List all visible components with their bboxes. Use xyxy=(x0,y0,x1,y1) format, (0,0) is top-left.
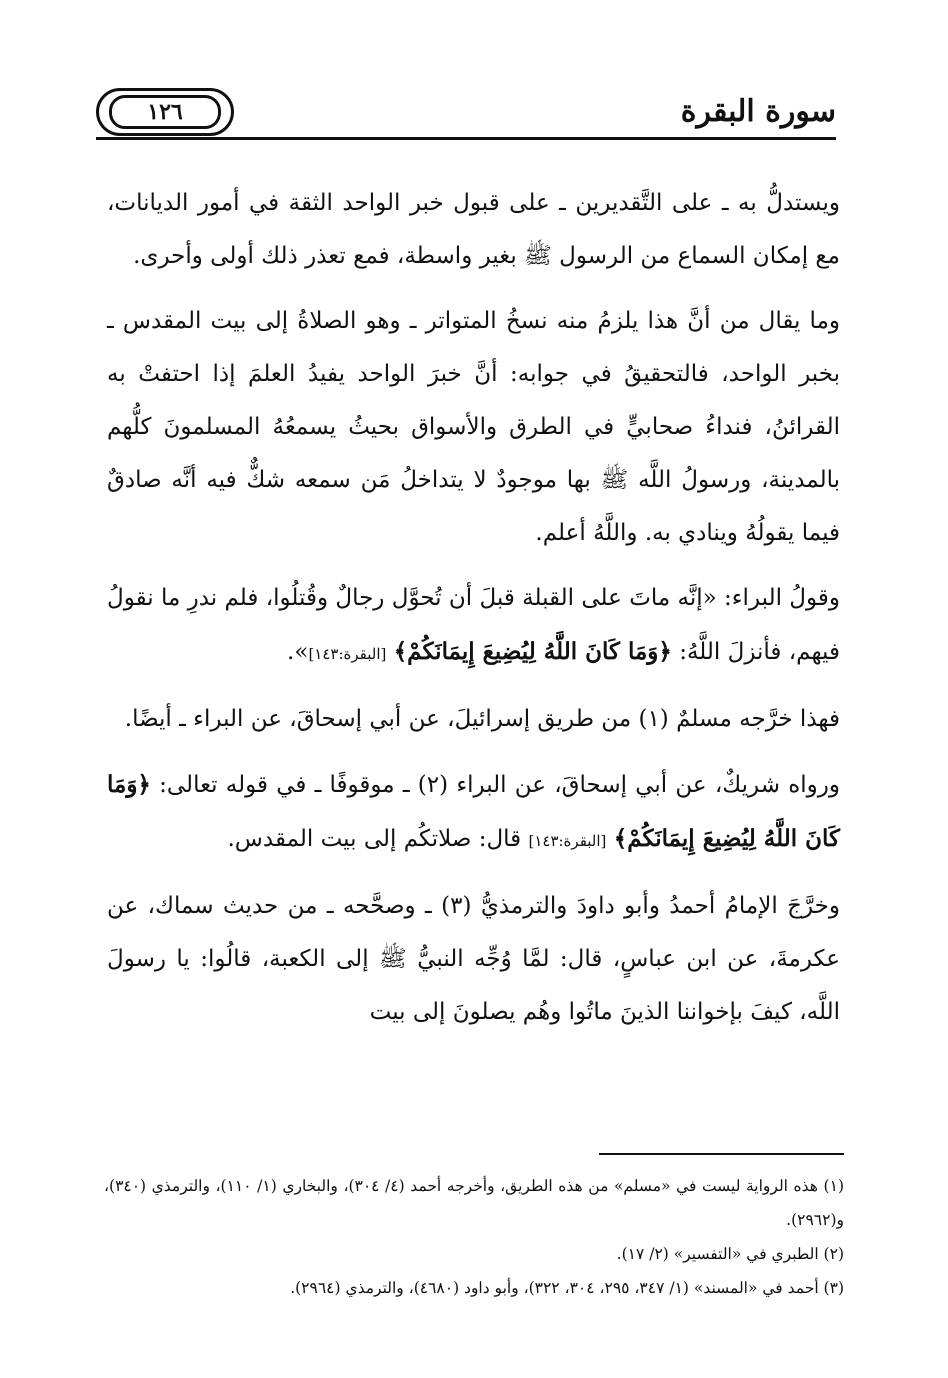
paragraph-5-mid: ـ موقوفًا ـ في قوله تعالى: xyxy=(150,772,418,798)
paragraph-3-end: ». xyxy=(287,639,309,665)
paragraph-6-text: وخرَّجَ الإمامُ أحمدُ وأبو داودَ والترمذيُّ xyxy=(471,893,840,919)
footnote-marker-1: (١) xyxy=(638,706,669,732)
paragraph-5-end: قال: صلاتكُم إلى بيت المقدس. xyxy=(227,826,529,852)
verse-reference: [البقرة:١٤٣] xyxy=(528,832,607,850)
main-text xyxy=(107,177,840,1039)
paragraph-5-text: ورواه شريكٌ، عن أبي إسحاقَ، عن البراء xyxy=(448,772,840,798)
quran-verse: ﴿وَمَا كَانَ اللَّهُ لِيُضِيعَ إِيمَانَكُمْ﴾ xyxy=(107,771,840,852)
page-number-badge xyxy=(96,88,234,136)
footnotes xyxy=(104,1153,844,1305)
paragraph-3 xyxy=(107,572,840,681)
paragraph-5 xyxy=(107,758,840,868)
surah-title: سورة البقرة xyxy=(680,94,836,129)
paragraph-3-text: وقولُ البراء: «إنَّه ماتَ على القبلة قبلَ أن تُحوَّل رجالٌ وقُتلُوا، فلم ندرِ ما نقولُ فيهم، فأنزلَ اللَّهُ: xyxy=(107,585,840,665)
paragraph-4-end: من طريق إسرائيلَ، عن أبي إسحاقَ، عن البراء ـ أيضًا. xyxy=(124,706,639,732)
footnote-3: (٣) أحمد في «المسند» (١/ ٣٤٧، ٢٩٥، ٣٠٤، ٣٢٢)، وأبو داود (٤٦٨٠)، والترمذي (٢٩٦٤). xyxy=(290,1279,844,1297)
paragraph-6-end: ـ وصحَّحه ـ من حديث سماك، عن عكرمةَ، عن ابن عباسٍ، قال: لمَّا وُجِّه النبيُّ ﷺ إلى الكعبة، قالُوا: يا رسولَ اللَّه، كيفَ بإخواننا الذينَ ماتُوا وهُم يصلونَ إلى بيت xyxy=(107,893,840,1025)
paragraph-1: ويستدلُّ به ـ على التَّقديرين ـ على قبول خبر الواحد الثقة في أمور الديانات، مع إمكان السماع من الرسول ﷺ بغير واسطة، فمع تعذر ذلك أولى وأحرى. xyxy=(107,190,840,269)
paragraph-4 xyxy=(107,693,840,746)
footnote-marker-2: (٢) xyxy=(417,772,449,798)
paragraph-2: وما يقال من أنَّ هذا يلزمُ منه نسخُ المتواتر ـ وهو الصلاةُ إلى بيت المقدس ـ بخبر الواحد، فالتحقيقُ في جوابه: أنَّ خبرَ الواحد يفيدُ العلمَ إذا احتفتْ به القرائنُ، فنداءُ صحابيٍّ في الطرق والأسواق بحيثُ يسمعُهُ المسلمونَ كلُّهم بالمدينة، ورسولُ اللَّه ﷺ بها موجودٌ لا يتداخلُ مَن سمعه شكٌّ فيه أنَّه صادقٌ فيما يقولُهُ وينادي به. واللَّهُ أعلم. xyxy=(107,308,840,546)
header-rule xyxy=(96,137,836,140)
footnote-marker-3: (٣) xyxy=(441,893,472,919)
page-number: ١٢٦ xyxy=(109,95,221,129)
page-header xyxy=(96,88,836,140)
paragraph-6 xyxy=(107,880,840,1039)
footnote-1: (١) هذه الرواية ليست في «مسلم» من هذه الطريق، وأخرجه أحمد (٤/ ٣٠٤)، والبخاري (١/ ١١٠)، والترمذي (٣٤٠)، و(٢٩٦٢). xyxy=(104,1177,844,1229)
footnote-2: (٢) الطبري في «التفسير» (٢/ ١٧). xyxy=(616,1245,844,1263)
footnote-separator xyxy=(599,1153,844,1155)
paragraph-4-text: فهذا خرَّجه مسلمٌ xyxy=(668,706,840,732)
quran-verse: ﴿وَمَا كَانَ اللَّهُ لِيُضِيعَ إِيمَانَكُمْ﴾ xyxy=(393,638,672,665)
verse-reference: [البقرة:١٤٣] xyxy=(308,645,387,663)
